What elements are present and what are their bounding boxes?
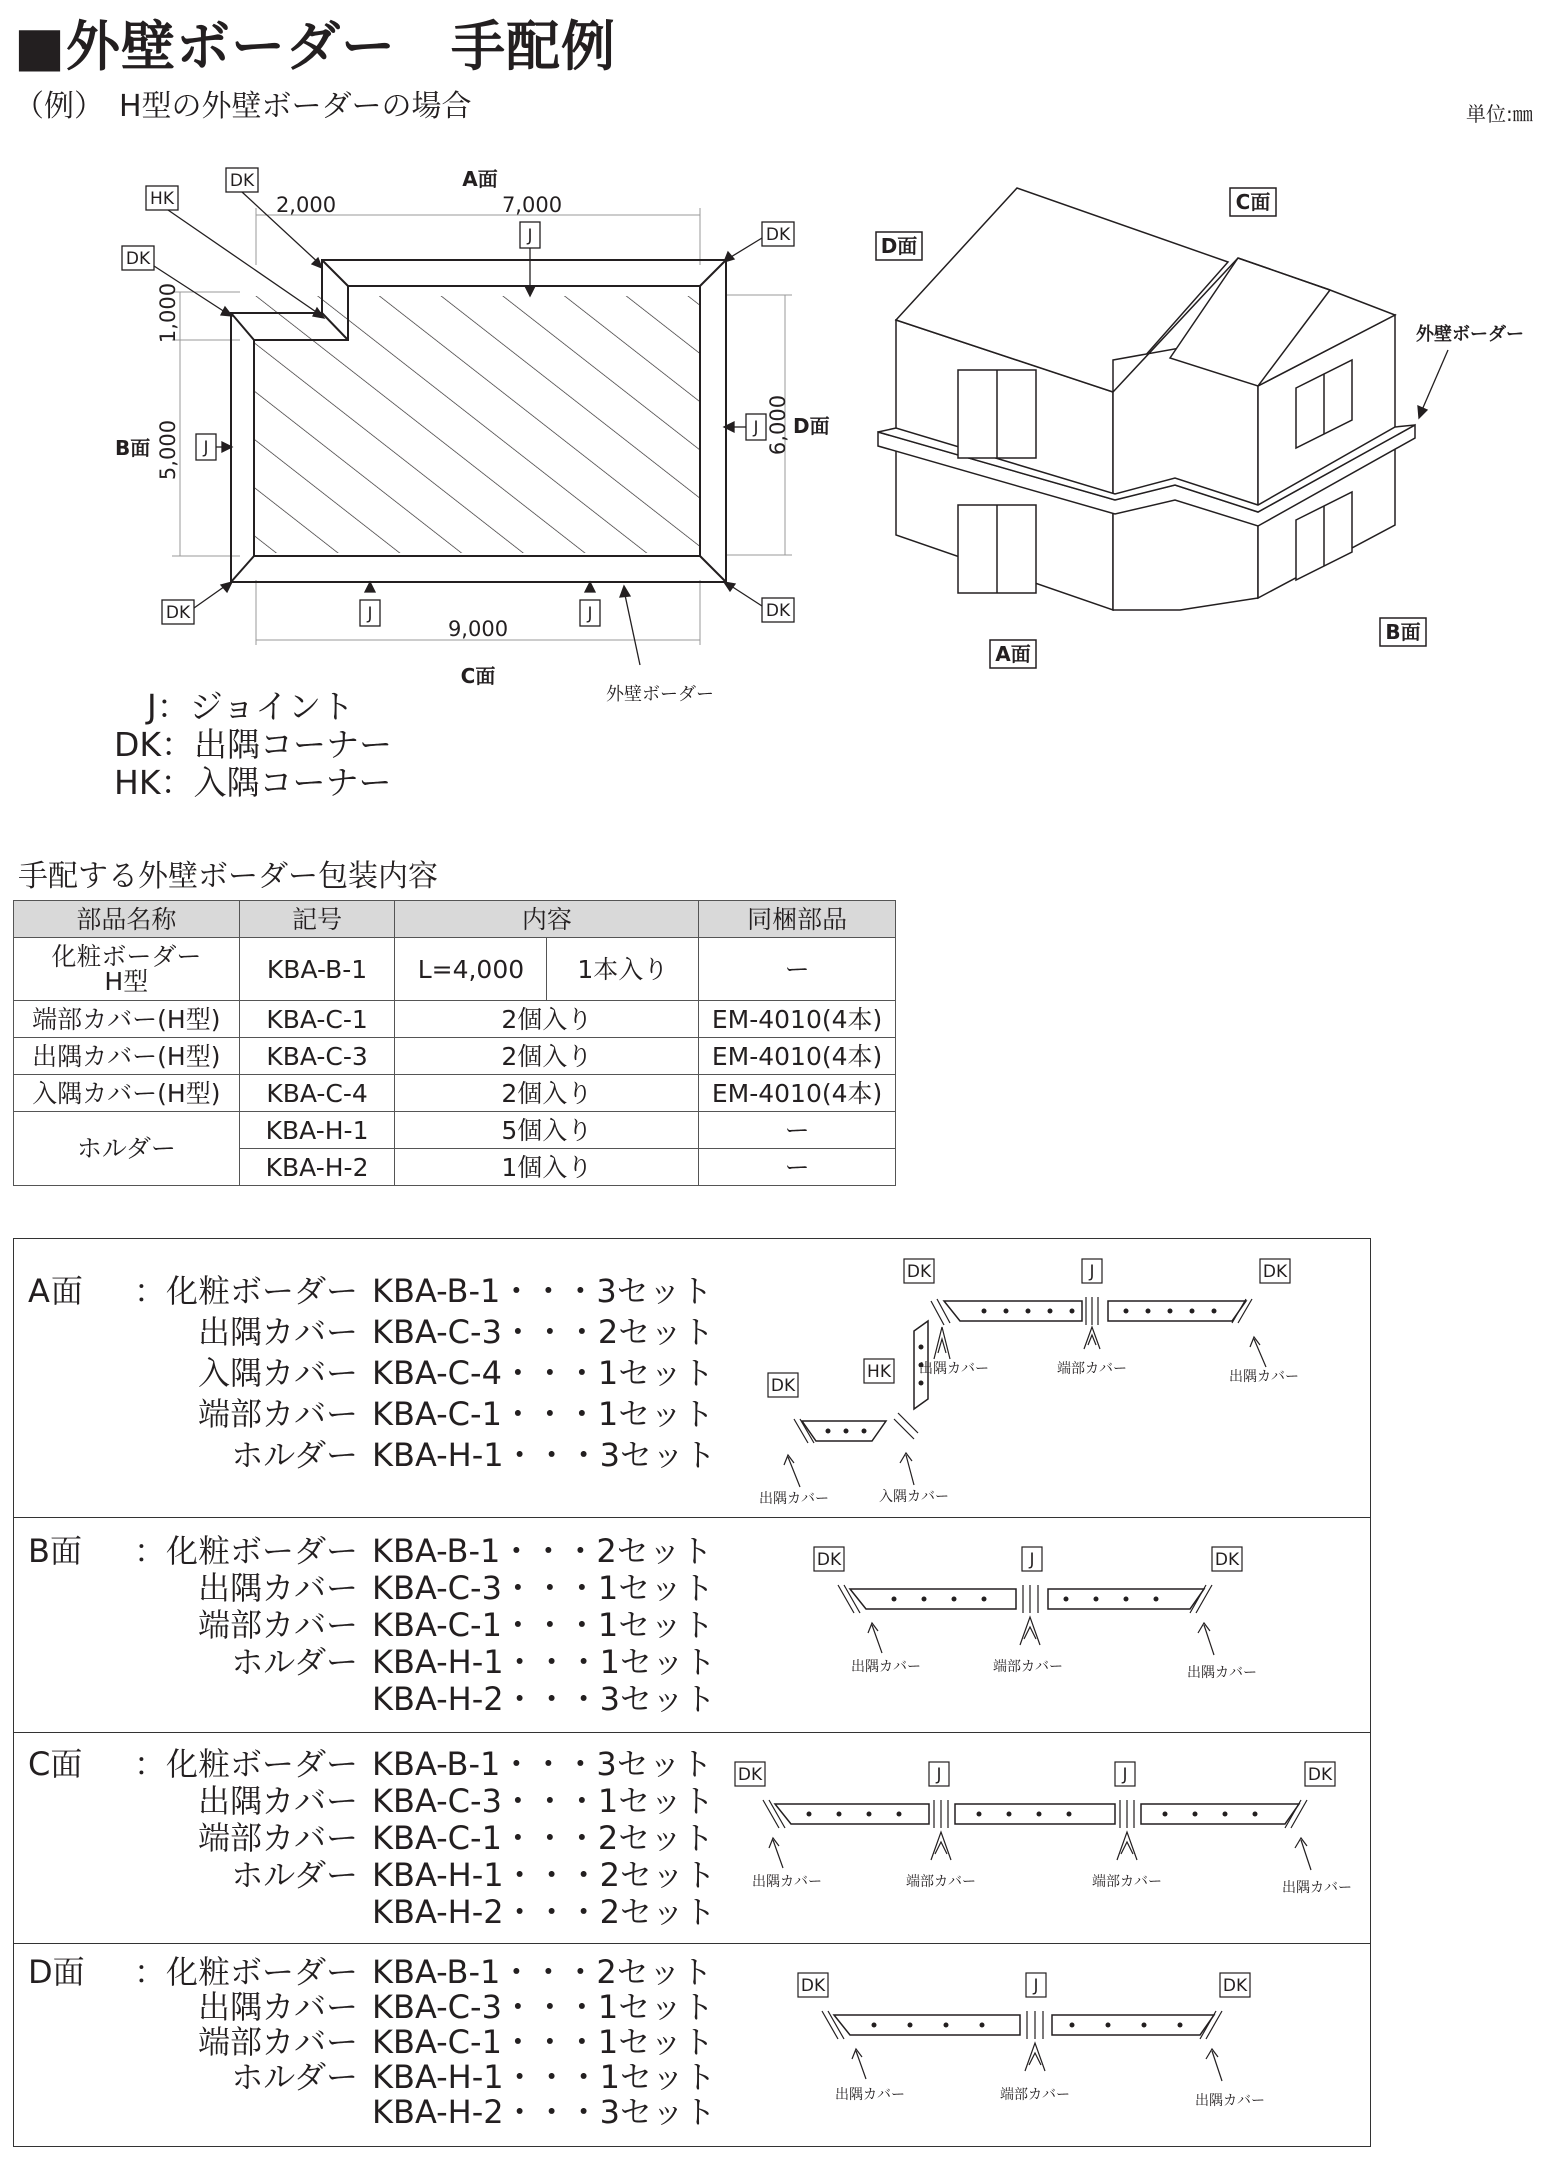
item-code: KBA-C-4・・・1セット bbox=[372, 1354, 715, 1392]
tag-dk: DK bbox=[737, 1765, 763, 1785]
table-cell: KBA-H-2 bbox=[239, 1149, 395, 1186]
table-cell: 入隅カバー(H型) bbox=[14, 1075, 240, 1112]
legend-j: J：ジョイント bbox=[147, 687, 355, 726]
face-a-diagram bbox=[754, 1249, 1354, 1509]
item-label: 化粧ボーダー bbox=[165, 1745, 358, 1783]
item-label: 化粧ボーダー bbox=[165, 1532, 358, 1570]
tag-j: J bbox=[587, 604, 593, 624]
label-dk-cover: 出隅カバー bbox=[1229, 1369, 1299, 1385]
tag-j: J bbox=[203, 438, 209, 458]
legend-dk: DK：出隅コーナー bbox=[114, 725, 393, 764]
plan-face-d: D面 bbox=[793, 414, 830, 438]
item-code: KBA-H-1・・・3セット bbox=[372, 1436, 717, 1474]
iso-face-d: D面 bbox=[880, 234, 918, 258]
table-cell: 出隅カバー(H型) bbox=[14, 1038, 240, 1075]
face-b-diagram bbox=[794, 1537, 1274, 1717]
page-subtitle: （例） H型の外壁ボーダーの場合 bbox=[14, 89, 472, 124]
header-cell: 部品名称 bbox=[14, 901, 240, 938]
tag-dk: DK bbox=[816, 1550, 842, 1570]
label-dk-cover: 出隅カバー bbox=[1187, 1665, 1257, 1681]
table-cell: ー bbox=[699, 1112, 896, 1149]
table-cell: L=4,000 bbox=[395, 938, 547, 1001]
plan-diagram bbox=[100, 160, 830, 720]
item-code: KBA-C-3・・・2セット bbox=[372, 1313, 715, 1351]
item-label: ホルダー bbox=[231, 1856, 358, 1894]
tag-dk: DK bbox=[765, 225, 791, 245]
face-c-section: C面 ：化粧ボーダー KBA-B-1・・・3セット 出隅カバー KBA-C-3・・・1セット 端部カバー KBA-C-1・・・2セット ホルダー KBA-H-1・・・2セット KBA-H-2・・・2セット DK J J DK 出隅カバー 端部カバー 端部カバー 出隅カバー bbox=[14, 1732, 1370, 1944]
plan-face-c: C面 bbox=[460, 664, 496, 688]
header-cell: 記号 bbox=[239, 901, 395, 938]
label-dk-cover: 出隅カバー bbox=[1195, 2093, 1265, 2109]
item-code: KBA-C-1・・・1セット bbox=[372, 2023, 715, 2061]
table-cell: 2個入り bbox=[395, 1001, 699, 1038]
table-cell: KBA-C-3 bbox=[239, 1038, 395, 1075]
item-label: 端部カバー bbox=[197, 1606, 358, 1644]
tag-j: J bbox=[1029, 1550, 1035, 1570]
label-dk-cover: 出隅カバー bbox=[759, 1491, 829, 1507]
label-hk-cover: 入隅カバー bbox=[879, 1489, 949, 1505]
name-line: H型 bbox=[104, 967, 149, 996]
item-label: 化粧ボーダー bbox=[165, 1272, 358, 1310]
table-row bbox=[14, 1001, 896, 1038]
item-label: 入隅カバー bbox=[197, 1354, 358, 1392]
table-cell: 端部カバー(H型) bbox=[14, 1001, 240, 1038]
face-label: C面 bbox=[28, 1745, 83, 1783]
item-label: 端部カバー bbox=[197, 2023, 358, 2061]
face-d-section: D面 ：化粧ボーダー KBA-B-1・・・2セット 出隅カバー KBA-C-3・・・1セット 端部カバー KBA-C-1・・・1セット ホルダー KBA-H-1・・・1セット KBA-H-2・・・3セット DK J DK 出隅カバー 端部カバー 出隅カバー bbox=[14, 1943, 1370, 2146]
item-code: KBA-H-2・・・2セット bbox=[372, 1893, 717, 1931]
table-header-row bbox=[14, 901, 896, 938]
table-cell: 1本入り bbox=[547, 938, 699, 1001]
item-label: ホルダー bbox=[231, 2058, 358, 2096]
iso-face-b: B面 bbox=[1385, 620, 1421, 644]
legend-hk: HK：入隅コーナー bbox=[114, 763, 392, 802]
tag-j: J bbox=[367, 604, 373, 624]
item-code: KBA-H-2・・・3セット bbox=[372, 2093, 717, 2131]
item-label: 端部カバー bbox=[197, 1395, 358, 1433]
item-code: KBA-C-3・・・1セット bbox=[372, 1782, 715, 1820]
table-cell: KBA-H-1 bbox=[239, 1112, 395, 1149]
tag-dk: DK bbox=[770, 1376, 796, 1396]
label-end-cover: 端部カバー bbox=[993, 1659, 1063, 1675]
iso-border-label: 外壁ボーダー bbox=[1416, 324, 1524, 345]
item-label: 出隅カバー bbox=[197, 1313, 358, 1351]
tag-dk: DK bbox=[1222, 1976, 1248, 1996]
face-label: B面 bbox=[28, 1532, 82, 1570]
table-cell: KBA-B-1 bbox=[239, 938, 395, 1001]
item-code: KBA-B-1・・・2セット bbox=[372, 1532, 713, 1570]
tag-dk: DK bbox=[1307, 1765, 1333, 1785]
face-label: D面 bbox=[28, 1953, 85, 1991]
page-title: ■外壁ボーダー 手配例 bbox=[14, 15, 617, 78]
item-code: KBA-B-1・・・2セット bbox=[372, 1953, 713, 1991]
tag-j: J bbox=[527, 226, 533, 246]
table-row bbox=[14, 1075, 896, 1112]
tag-dk: DK bbox=[1262, 1262, 1288, 1282]
item-code: KBA-H-1・・・1セット bbox=[372, 2058, 717, 2096]
label-dk-cover: 出隅カバー bbox=[752, 1874, 822, 1890]
tag-j: J bbox=[1089, 1262, 1095, 1282]
table-row bbox=[14, 1112, 896, 1149]
tag-j: J bbox=[1122, 1765, 1128, 1785]
tag-dk: DK bbox=[765, 601, 791, 621]
dim-9000: 9,000 bbox=[447, 617, 509, 641]
tag-dk: DK bbox=[800, 1976, 826, 1996]
label-dk-cover: 出隅カバー bbox=[919, 1361, 989, 1377]
plan-face-b: B面 bbox=[115, 436, 151, 460]
item-code: KBA-C-1・・・1セット bbox=[372, 1606, 715, 1644]
tag-dk: DK bbox=[229, 171, 255, 191]
dim-6000: 6,000 bbox=[766, 394, 790, 456]
table-cell: KBA-C-1 bbox=[239, 1001, 395, 1038]
item-label bbox=[28, 2095, 358, 2130]
item-label: 出隅カバー bbox=[197, 1782, 358, 1820]
tag-j: J bbox=[1033, 1976, 1039, 1996]
face-b-section: B面 ：化粧ボーダー KBA-B-1・・・2セット 出隅カバー KBA-C-3・・・1セット 端部カバー KBA-C-1・・・1セット ホルダー KBA-H-1・・・1セット KBA-H-2・・・3セット DK J DK 出隅カバー 端部カバー 出隅カバー bbox=[14, 1517, 1370, 1733]
header-cell: 同梱部品 bbox=[699, 901, 896, 938]
label-dk-cover: 出隅カバー bbox=[1282, 1880, 1352, 1896]
table-cell: ホルダー bbox=[14, 1112, 240, 1186]
iso-face-a: A面 bbox=[995, 642, 1031, 666]
tag-j: J bbox=[753, 418, 759, 438]
tag-hk: HK bbox=[867, 1362, 891, 1382]
legend bbox=[110, 688, 392, 802]
label-end-cover: 端部カバー bbox=[906, 1874, 976, 1890]
tag-dk: DK bbox=[906, 1262, 932, 1282]
label-end-cover: 端部カバー bbox=[1000, 2087, 1070, 2103]
dim-2000: 2,000 bbox=[275, 193, 337, 217]
item-code: KBA-B-1・・・3セット bbox=[372, 1272, 713, 1310]
label-end-cover: 端部カバー bbox=[1092, 1874, 1162, 1890]
item-code: KBA-C-3・・・1セット bbox=[372, 1988, 715, 2026]
item-code: KBA-C-3・・・1セット bbox=[372, 1569, 715, 1607]
label-dk-cover: 出隅カバー bbox=[835, 2087, 905, 2103]
item-label: ホルダー bbox=[231, 1436, 358, 1474]
item-code: KBA-H-1・・・1セット bbox=[372, 1643, 717, 1681]
dim-5000: 5,000 bbox=[156, 419, 180, 481]
face-d-diagram bbox=[774, 1963, 1274, 2143]
tag-dk: DK bbox=[125, 249, 151, 269]
item-label bbox=[28, 1681, 358, 1718]
table-cell: 2個入り bbox=[395, 1038, 699, 1075]
item-label: 化粧ボーダー bbox=[165, 1953, 358, 1991]
table-cell: ー bbox=[699, 938, 896, 1001]
face-sets-box bbox=[13, 1238, 1371, 2147]
header-cell: 内容 bbox=[395, 901, 699, 938]
item-code: KBA-C-1・・・2セット bbox=[372, 1819, 715, 1857]
item-label bbox=[28, 1894, 358, 1931]
table-cell: EM-4010(4本) bbox=[699, 1038, 896, 1075]
item-label: 出隅カバー bbox=[197, 1988, 358, 2026]
face-label: A面 bbox=[28, 1272, 84, 1310]
plan-face-a: A面 bbox=[462, 167, 498, 191]
item-label: ホルダー bbox=[231, 1643, 358, 1681]
table-cell: EM-4010(4本) bbox=[699, 1001, 896, 1038]
table-row bbox=[14, 938, 896, 1001]
table-cell: KBA-C-4 bbox=[239, 1075, 395, 1112]
plan-border-label: 外壁ボーダー bbox=[606, 684, 714, 705]
unit-label: 単位:㎜ bbox=[1466, 102, 1533, 126]
face-c-diagram bbox=[719, 1752, 1352, 1932]
table-title: 手配する外壁ボーダー包装内容 bbox=[18, 859, 438, 894]
package-table bbox=[13, 900, 896, 1186]
table-cell: EM-4010(4本) bbox=[699, 1075, 896, 1112]
table-row bbox=[14, 1038, 896, 1075]
name-line: 化粧ボーダー bbox=[51, 942, 202, 971]
tag-dk: DK bbox=[1214, 1550, 1240, 1570]
item-code: KBA-C-1・・・1セット bbox=[372, 1395, 715, 1433]
iso-face-c: C面 bbox=[1235, 190, 1271, 214]
face-a-section: A面 ：化粧ボーダー KBA-B-1・・・3セット 出隅カバー KBA-C-3・・・2セット 入隅カバー KBA-C-4・・・1セット 端部カバー KBA-C-1・・・1セット ホルダー KBA-H-1・・・3セット DK J DK HK DK 出隅カバー 端部カバー 出隅カバー 入隅カバー 出隅カバー bbox=[14, 1239, 1370, 1518]
item-code: KBA-B-1・・・3セット bbox=[372, 1745, 713, 1783]
dim-7000: 7,000 bbox=[501, 193, 563, 217]
item-label: 出隅カバー bbox=[197, 1569, 358, 1607]
table-cell: 2個入り bbox=[395, 1075, 699, 1112]
table-cell bbox=[14, 938, 240, 1001]
tag-j: J bbox=[936, 1765, 942, 1785]
tag-hk: HK bbox=[150, 189, 174, 209]
table-cell: 1個入り bbox=[395, 1149, 699, 1186]
house-diagram bbox=[860, 170, 1550, 690]
item-code: KBA-H-1・・・2セット bbox=[372, 1856, 717, 1894]
table-cell: ー bbox=[699, 1149, 896, 1186]
item-code: KBA-H-2・・・3セット bbox=[372, 1680, 717, 1718]
item-label: 端部カバー bbox=[197, 1819, 358, 1857]
label-dk-cover: 出隅カバー bbox=[851, 1659, 921, 1675]
label-end-cover: 端部カバー bbox=[1057, 1361, 1127, 1377]
table-cell: 5個入り bbox=[395, 1112, 699, 1149]
dim-1000: 1,000 bbox=[156, 282, 180, 344]
tag-dk: DK bbox=[165, 603, 191, 623]
